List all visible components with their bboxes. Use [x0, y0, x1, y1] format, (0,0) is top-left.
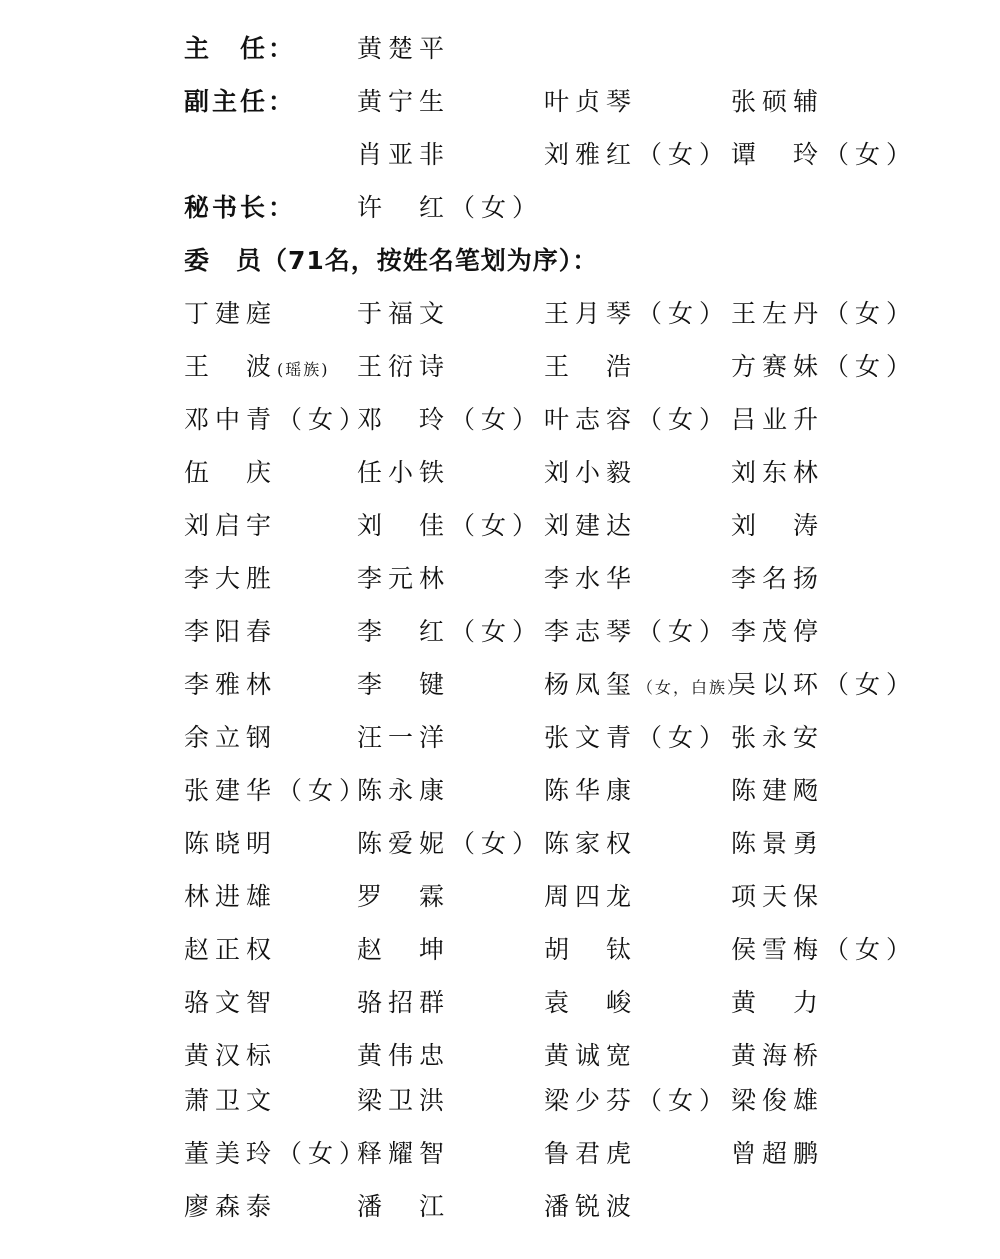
member-entry	[731, 299, 917, 329]
deputy-name: 谭 玲	[731, 140, 825, 169]
member-name: 梁俊雄	[731, 1086, 825, 1115]
member-note: （女）	[450, 405, 544, 434]
member-entry	[184, 617, 277, 647]
member-name: 王左丹	[731, 299, 825, 328]
member-entry	[544, 988, 637, 1018]
deputy-name: 张硕辅	[731, 87, 825, 116]
member-name: 邓中青	[184, 405, 278, 434]
member-name: 吴以环	[731, 670, 825, 699]
member-entry	[357, 670, 450, 700]
member-entry	[544, 723, 730, 753]
member-row	[0, 352, 1000, 392]
member-name: 陈家权	[544, 829, 638, 858]
member-row	[0, 564, 1000, 604]
member-entry	[357, 1086, 450, 1116]
deputy-note: （女）	[824, 140, 918, 169]
member-entry	[184, 564, 277, 594]
member-name: 李大胜	[184, 564, 278, 593]
member-entry	[184, 723, 277, 753]
member-entry	[184, 670, 277, 700]
member-note: （女）	[637, 1086, 731, 1115]
member-name: 黄诚宽	[544, 1041, 638, 1070]
member-name: 赵 坤	[357, 935, 451, 964]
member-name: 刘 涛	[731, 511, 825, 540]
member-name: 张建华	[184, 776, 278, 805]
member-name: 刘小毅	[544, 458, 638, 487]
member-entry	[731, 723, 824, 753]
member-entry	[544, 1139, 637, 1169]
member-entry	[184, 299, 277, 329]
deputy-entry	[731, 140, 917, 170]
member-row	[0, 776, 1000, 816]
deputy-entry	[357, 140, 450, 170]
member-row	[0, 1086, 1000, 1126]
member-name: 叶志容	[544, 405, 638, 434]
member-name: 王 波	[184, 352, 278, 381]
member-row	[0, 405, 1000, 445]
member-name: 黄伟忠	[357, 1041, 451, 1070]
deputy-name: 肖亚非	[357, 140, 451, 169]
member-entry	[357, 405, 543, 435]
member-name: 陈华康	[544, 776, 638, 805]
member-name: 李 键	[357, 670, 451, 699]
members-heading-row	[0, 246, 1000, 286]
member-entry	[731, 829, 824, 859]
secretary-label: 秘书长：	[184, 193, 297, 222]
member-entry	[544, 511, 637, 541]
secretary-row	[0, 193, 1000, 233]
member-row	[0, 1041, 1000, 1081]
member-entry	[357, 1041, 450, 1071]
member-name: 陈景勇	[731, 829, 825, 858]
secretary-name: 许 红	[357, 193, 451, 222]
director-name: 黄楚平	[357, 34, 451, 63]
director-row	[0, 34, 1000, 74]
member-name: 侯雪梅	[731, 935, 825, 964]
member-name: 罗 霖	[357, 882, 451, 911]
member-entry	[357, 776, 450, 806]
member-note: （女）	[824, 935, 918, 964]
member-name: 王 浩	[544, 352, 638, 381]
secretary-note: （女）	[450, 193, 544, 222]
member-entry	[731, 776, 824, 806]
member-row	[0, 935, 1000, 975]
member-entry	[184, 405, 370, 435]
member-entry	[731, 1086, 824, 1116]
member-name: 胡 钛	[544, 935, 638, 964]
member-note: （女）	[637, 405, 731, 434]
member-name: 陈建飏	[731, 776, 825, 805]
member-entry	[357, 299, 450, 329]
member-entry	[544, 458, 637, 488]
member-name: 刘东林	[731, 458, 825, 487]
member-name: 陈永康	[357, 776, 451, 805]
member-name: 王衍诗	[357, 352, 451, 381]
member-entry	[544, 564, 637, 594]
member-name: 余立钢	[184, 723, 278, 752]
member-entry	[731, 352, 917, 382]
member-name: 潘锐波	[544, 1192, 638, 1221]
member-name: 黄 力	[731, 988, 825, 1017]
member-entry	[544, 1041, 637, 1071]
member-name: 汪一洋	[357, 723, 451, 752]
member-name: 李元林	[357, 564, 451, 593]
member-name: 董美玲	[184, 1139, 278, 1168]
member-note: （女）	[277, 1139, 371, 1168]
member-name: 赵正权	[184, 935, 278, 964]
member-entry	[357, 723, 450, 753]
member-entry	[184, 352, 330, 385]
member-name: 吕业升	[731, 405, 825, 434]
member-name: 骆文智	[184, 988, 278, 1017]
member-name: 任小铁	[357, 458, 451, 487]
member-name: 潘 江	[357, 1192, 451, 1221]
member-entry	[544, 829, 637, 859]
member-entry	[357, 829, 543, 859]
member-entry	[357, 1139, 450, 1169]
member-name: 梁卫洪	[357, 1086, 451, 1115]
member-name: 王月琴	[544, 299, 638, 328]
member-name: 陈爱妮	[357, 829, 451, 858]
member-note: （女）	[450, 829, 544, 858]
deputy-label: 副主任：	[184, 87, 297, 116]
member-name: 李志琴	[544, 617, 638, 646]
member-name: 邓 玲	[357, 405, 451, 434]
deputy-row-1	[0, 87, 1000, 127]
member-entry	[544, 1086, 730, 1116]
member-row	[0, 1139, 1000, 1179]
secretary-entry	[357, 193, 543, 223]
member-row	[0, 458, 1000, 498]
deputy-row-2	[0, 140, 1000, 180]
member-entry	[731, 1139, 824, 1169]
member-name: 张永安	[731, 723, 825, 752]
member-entry	[184, 829, 277, 859]
member-entry	[184, 511, 277, 541]
member-note: （女）	[450, 511, 544, 540]
member-name: 黄海桥	[731, 1041, 825, 1070]
member-entry	[544, 882, 637, 912]
deputy-name: 黄宁生	[357, 87, 451, 116]
member-note: （女，白族）	[637, 678, 746, 697]
member-name: 李阳春	[184, 617, 278, 646]
member-name: 张文青	[544, 723, 638, 752]
member-entry	[544, 405, 730, 435]
member-entry	[357, 1192, 450, 1222]
member-name: 萧卫文	[184, 1086, 278, 1115]
member-row	[0, 1192, 1000, 1232]
member-name: 刘建达	[544, 511, 638, 540]
member-entry	[357, 511, 543, 541]
member-row	[0, 988, 1000, 1028]
member-entry	[731, 882, 824, 912]
member-note: （女）	[277, 776, 371, 805]
member-entry	[544, 352, 637, 382]
member-entry	[544, 776, 637, 806]
member-name: 周四龙	[544, 882, 638, 911]
member-entry	[184, 776, 370, 806]
member-note: （女）	[637, 617, 731, 646]
member-name: 刘启宇	[184, 511, 278, 540]
member-name: 刘 佳	[357, 511, 451, 540]
member-name: 陈晓明	[184, 829, 278, 858]
member-row	[0, 670, 1000, 710]
member-entry	[184, 935, 277, 965]
member-entry	[731, 1041, 824, 1071]
member-entry	[357, 988, 450, 1018]
member-note: （女）	[824, 299, 918, 328]
member-row	[0, 299, 1000, 339]
member-entry	[544, 299, 730, 329]
member-entry	[544, 935, 637, 965]
member-entry	[184, 1192, 277, 1222]
member-name: 项天保	[731, 882, 825, 911]
member-name: 伍 庆	[184, 458, 278, 487]
deputy-note: （女）	[637, 140, 731, 169]
member-entry	[544, 670, 745, 703]
member-entry	[731, 511, 824, 541]
member-entry	[544, 617, 730, 647]
member-name: 梁少芬	[544, 1086, 638, 1115]
member-entry	[184, 988, 277, 1018]
member-name: 鲁君虎	[544, 1139, 638, 1168]
member-name: 李 红	[357, 617, 451, 646]
member-name: 黄汉标	[184, 1041, 278, 1070]
member-row	[0, 723, 1000, 763]
member-entry	[731, 988, 824, 1018]
member-entry	[357, 564, 450, 594]
member-entry	[731, 935, 917, 965]
member-entry	[731, 458, 824, 488]
member-note: （女）	[637, 299, 731, 328]
member-note: （女）	[277, 405, 371, 434]
member-note: （女）	[637, 723, 731, 752]
member-entry	[357, 352, 450, 382]
deputy-name: 叶贞琴	[544, 87, 638, 116]
member-entry	[184, 458, 277, 488]
member-entry	[184, 1041, 277, 1071]
member-note: （女）	[824, 670, 918, 699]
director-label: 主 任：	[184, 34, 297, 63]
member-row	[0, 511, 1000, 551]
member-row	[0, 617, 1000, 657]
member-name: 廖森泰	[184, 1192, 278, 1221]
member-note: (瑶族)	[277, 360, 330, 379]
member-row	[0, 882, 1000, 922]
member-entry	[731, 670, 917, 700]
member-entry	[357, 935, 450, 965]
member-row	[0, 829, 1000, 869]
member-entry	[357, 882, 450, 912]
member-name: 林进雄	[184, 882, 278, 911]
member-entry	[357, 458, 450, 488]
deputy-name: 刘雅红	[544, 140, 638, 169]
member-name: 李名扬	[731, 564, 825, 593]
member-note: （女）	[450, 617, 544, 646]
member-name: 李水华	[544, 564, 638, 593]
member-name: 方赛妹	[731, 352, 825, 381]
member-entry	[357, 617, 543, 647]
member-name: 骆招群	[357, 988, 451, 1017]
members-heading: 委 员（71名，按姓名笔划为序）：	[184, 246, 599, 275]
member-entry	[731, 617, 824, 647]
member-name: 于福文	[357, 299, 451, 328]
member-name: 曾超鹏	[731, 1139, 825, 1168]
member-entry	[731, 405, 824, 435]
member-entry	[184, 1139, 370, 1169]
deputy-entry	[544, 140, 730, 170]
member-entry	[184, 882, 277, 912]
member-name: 杨凤玺	[544, 670, 638, 699]
member-name: 袁 峻	[544, 988, 638, 1017]
member-name: 李茂停	[731, 617, 825, 646]
member-note: （女）	[824, 352, 918, 381]
member-entry	[184, 1086, 277, 1116]
member-entry	[731, 564, 824, 594]
member-name: 李雅林	[184, 670, 278, 699]
member-entry	[544, 1192, 637, 1222]
member-name: 释耀智	[357, 1139, 451, 1168]
member-name: 丁建庭	[184, 299, 278, 328]
